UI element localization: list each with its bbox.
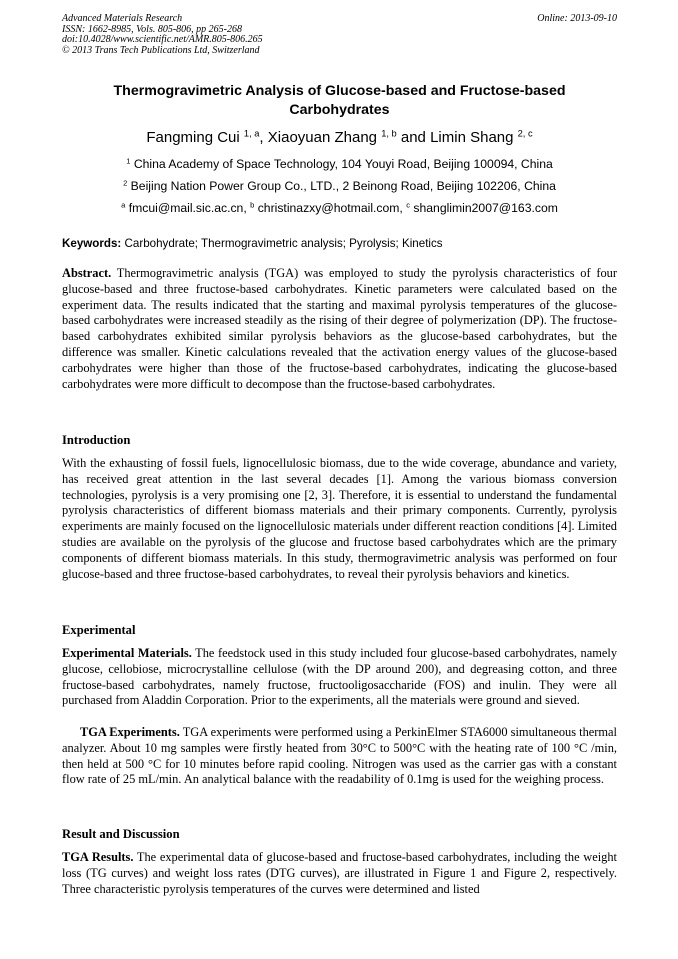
tga-label: TGA Experiments. [80,725,180,739]
issn-line: ISSN: 1662-8985, Vols. 805-806, pp 265-268 [62,23,242,35]
email-address: christinazxy@hotmail.com, [257,201,407,215]
affiliation-1 [62,156,617,172]
results-text: The experimental data of glucose-based and fructose-based carbohydrates, including the weight loss (TG curves) and weight loss rates (DTG curves), are illustrated in Figure 1 and Figure 2, respectively. Three characteristic pyrolysis temperatures of the curves were determined and listed [62,850,617,896]
email-mark: c [406,200,410,210]
doi-line: doi:10.4028/www.scientific.net/AMR.805-806.265 [62,34,263,46]
email-address: fmcui@mail.sic.ac.cn, [128,201,251,215]
email-line [62,200,617,216]
abstract-paragraph [62,266,617,392]
author-sep: and [396,129,431,146]
keywords [62,236,617,251]
materials-paragraph [62,646,617,709]
affiliation-2 [62,178,617,194]
author-sep: , [259,129,268,146]
author-name: Fangming Cui [146,129,240,146]
author-name: Limin Shang [430,129,514,146]
copyright-line: © 2013 Trans Tech Publications Ltd, Switzerland [62,44,260,56]
email-mark: b [250,200,255,210]
affiliation-mark: 1 [126,156,131,166]
keywords-text: Carbohydrate; Thermogravimetric analysis; Pyrolysis; Kinetics [124,237,443,250]
author-line [62,128,617,148]
email-address: shanglimin2007@163.com [413,201,558,215]
abstract-label: Abstract. [62,266,112,280]
tga-text: TGA experiments were performed using a PerkinElmer STA6000 simultaneous thermal analyzer. About 10 mg samples were firstly heated from 30°C to 500°C with the heating rate of 100 °C /min, then held at 500 °C for 10 minutes before rapid cooling. Nitrogen was used as the carrier gas with a constant flow rate of 25 mL/min. An analytical balance with the readability of 0.1mg is used for the weighing process. [62,725,617,787]
experimental-heading: Experimental [62,623,136,637]
author-mark: 1, a [243,128,260,139]
results-label: TGA Results. [62,850,134,864]
materials-label: Experimental Materials. [62,646,192,660]
materials-text: The feedstock used in this study included four glucose-based carbohydrates, namely glucose, cellobiose, microcrystalline cellulose (with the DP around 200), and degreasing cotton, and three fructose-based carbohydrates, namely fructose, fructooligosaccharide (FOS) and inulin. They were all purchased from Aladdin Corporation. Prior to the experiments, all the materials were ground and sieved. [62,646,618,708]
results-paragraph [62,850,617,897]
paper-title: Thermogravimetric Analysis of Glucose-based and Fructose-based Carbohydrates [113,83,566,118]
results-heading: Result and Discussion [62,827,180,841]
author-mark: 1, b [381,128,397,139]
author-mark: 2, c [517,128,533,139]
journal-header [62,14,617,56]
affiliation-text: Beijing Nation Power Group Co., LTD., 2 Beinong Road, Beijing 102206, China [130,179,556,193]
introduction-paragraph: With the exhausting of fossil fuels, lignocellulosic biomass, due to the wide coverage, abundance and variety, has received great attention in the last several decades [1]. Among the various biomass conversion technologies, pyrolysis is a very promising one [2, 3]. Therefore, it is essential to understand the fundamental pyrolysis characteristics of different biomass materials and their primary components. Currently, pyrolysis experiments are mainly focused on the lignocellulosic materials under different reaction conditions [4]. Limited studies are available on the pyrolysis of the glucose and fructose based carbohydrates which are the primary components of different biomass materials. In this study, thermogravimetric analysis was performed on four glucose-based and three fructose-based carbohydrates, to reveal their pyrolysis behaviors and kinetics. [62,456,617,581]
abstract-text: Thermogravimetric analysis (TGA) was employed to study the pyrolysis characteristics of four glucose-based and three fructose-based carbohydrates. Kinetic parameters were calculated based on the experiment data. The results indicated that the starting and maximal pyrolysis temperatures of the glucose-based carbohydrates were increased steadily as the rising of their degree of polymerization (DP). The fructose-based carbohydrates exhibited similar pyrolysis behaviors as the glucose-based carbohydrates, but the difference was smaller. Kinetic calculations revealed that the activation energy values of the glucose-based carbohydrates were higher than those of the fructose-based carbohydrates, indicating the glucose-based carbohydrates were more difficult to decompose than the fructose-based carbohydrates. [62,266,617,391]
journal-name: Advanced Materials Research [62,13,183,24]
email-mark: a [121,200,126,210]
online-date: Online: 2013-09-10 [537,13,617,24]
introduction-heading: Introduction [62,433,131,447]
tga-paragraph [62,725,617,788]
keywords-label: Keywords: [62,237,122,250]
affiliation-mark: 2 [123,178,128,188]
author-name: Xiaoyuan Zhang [267,129,378,146]
affiliation-text: China Academy of Space Technology, 104 Youyi Road, Beijing 100094, China [133,157,553,171]
